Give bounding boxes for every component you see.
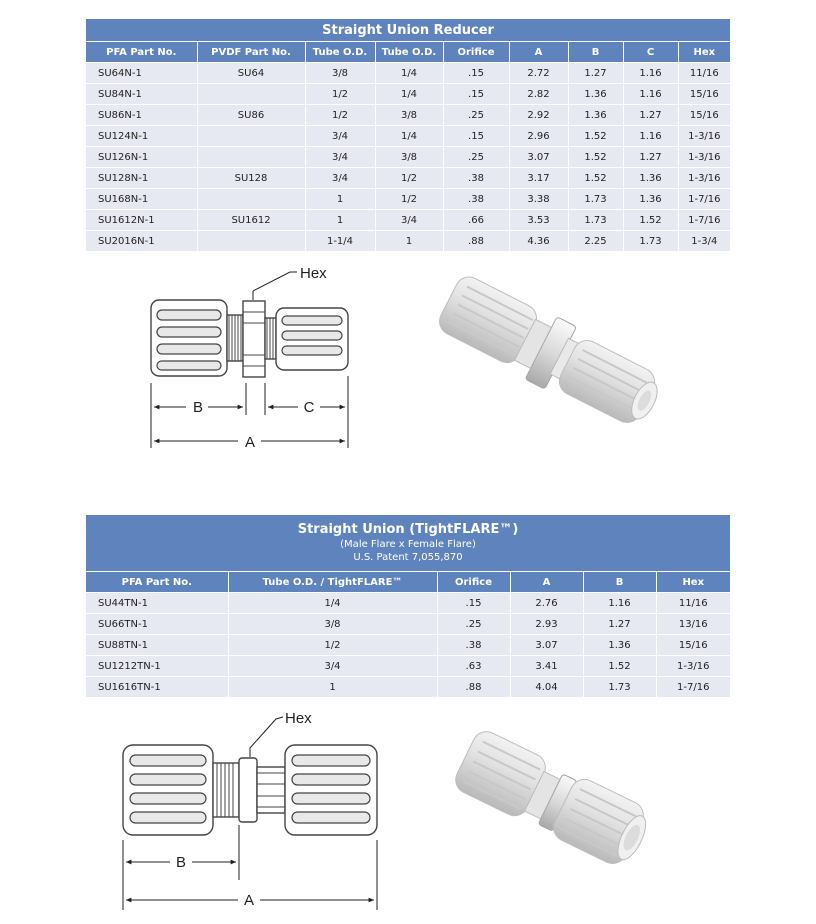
table-cell: 3.41 (510, 656, 583, 677)
table-cell: 1.27 (623, 147, 678, 168)
table-row (86, 168, 730, 189)
hex-label: Hex (300, 265, 327, 282)
table-cell: 1.36 (623, 168, 678, 189)
table-row (86, 231, 730, 252)
table-cell: .25 (443, 105, 509, 126)
table-cell: 13/16 (656, 614, 730, 635)
table-row (86, 210, 730, 231)
table-cell: 1 (228, 677, 437, 698)
union-reducer-drawing (140, 258, 360, 458)
table-cell: .25 (437, 614, 510, 635)
table-cell: 2.25 (568, 231, 623, 252)
tightflare-union-photo (450, 735, 650, 865)
table-cell: .88 (443, 231, 509, 252)
table-cell: 1.73 (583, 677, 656, 698)
column-header: Hex (678, 42, 730, 63)
table-cell: 3.38 (509, 189, 568, 210)
table-cell: SU1612 (197, 210, 305, 231)
table-cell: 1.16 (583, 593, 656, 614)
table-cell: .15 (443, 84, 509, 105)
table-cell: 1.16 (623, 126, 678, 147)
table-cell: SU64 (197, 63, 305, 84)
table-cell: 1.73 (623, 231, 678, 252)
table-cell: 3.07 (509, 147, 568, 168)
table-cell: 1.27 (623, 105, 678, 126)
table-cell: SU86 (197, 105, 305, 126)
table-cell: 1.52 (568, 126, 623, 147)
column-header: A (510, 572, 583, 593)
table-cell: 1 (375, 231, 443, 252)
table-cell: 1.52 (623, 210, 678, 231)
table-cell: 1.27 (568, 63, 623, 84)
table-cell: .38 (437, 635, 510, 656)
table-cell: 3/4 (375, 210, 443, 231)
table-cell: SU88TN-1 (86, 635, 228, 656)
column-header: Tube O.D. / TightFLARE™ (228, 572, 437, 593)
table-row (86, 635, 730, 656)
table-cell: 1/4 (228, 593, 437, 614)
table-cell: 3/8 (228, 614, 437, 635)
table-cell: 3/8 (305, 63, 375, 84)
table-cell: 1 (305, 189, 375, 210)
table-cell: 15/16 (656, 635, 730, 656)
table-cell: SU128N-1 (86, 168, 197, 189)
table-row (86, 126, 730, 147)
table-cell: SU64N-1 (86, 63, 197, 84)
table-cell: 1.73 (568, 210, 623, 231)
column-header: Orifice (437, 572, 510, 593)
table-cell: 2.93 (510, 614, 583, 635)
tightflare-title: Straight Union (TightFLARE™) (297, 522, 519, 537)
table-cell: 1/4 (375, 126, 443, 147)
column-header: B (568, 42, 623, 63)
table-cell: 1/2 (305, 105, 375, 126)
tightflare-subtitle: (Male Flare x Female Flare) (340, 539, 476, 550)
table-cell: 15/16 (678, 84, 730, 105)
table-cell: SU1212TN-1 (86, 656, 228, 677)
table-row (86, 84, 730, 105)
table-cell: 1-3/16 (678, 168, 730, 189)
tightflare-union-drawing (118, 705, 388, 915)
table-cell: 1.36 (623, 189, 678, 210)
table-cell: 1-3/16 (678, 126, 730, 147)
dim-b-label: B (175, 854, 187, 871)
table-cell: 1.52 (568, 168, 623, 189)
table-cell: 1 (305, 210, 375, 231)
table-cell: 1-1/4 (305, 231, 375, 252)
table-cell: .25 (443, 147, 509, 168)
column-header: Orifice (443, 42, 509, 63)
table-cell (197, 147, 305, 168)
table-cell: 3/4 (305, 168, 375, 189)
table-cell: SU128 (197, 168, 305, 189)
table-cell: 3/4 (305, 126, 375, 147)
tightflare-title-block (86, 515, 730, 572)
table-cell: 11/16 (656, 593, 730, 614)
table-cell: 2.76 (510, 593, 583, 614)
table-cell: 2.92 (509, 105, 568, 126)
table-cell: SU86N-1 (86, 105, 197, 126)
table-cell (197, 84, 305, 105)
table-cell: 15/16 (678, 105, 730, 126)
hex-label: Hex (285, 710, 312, 727)
table-cell: 1/2 (375, 189, 443, 210)
table-cell: 1-7/16 (678, 210, 730, 231)
table-cell: 1.52 (568, 147, 623, 168)
table-cell: .38 (443, 168, 509, 189)
reducer-table (86, 19, 730, 251)
table-cell: 1.16 (623, 84, 678, 105)
tightflare-patent: U.S. Patent 7,055,870 (353, 552, 463, 563)
column-header: PFA Part No. (86, 572, 228, 593)
table-row (86, 147, 730, 168)
table-row (86, 677, 730, 698)
table-cell: 4.36 (509, 231, 568, 252)
table-cell: 1.36 (568, 84, 623, 105)
dim-c-label: C (303, 399, 315, 416)
table-cell: SU168N-1 (86, 189, 197, 210)
table-cell: .66 (443, 210, 509, 231)
table-cell: .15 (443, 63, 509, 84)
table-cell: SU66TN-1 (86, 614, 228, 635)
table-row (86, 593, 730, 614)
table-row (86, 614, 730, 635)
table-cell: 1/4 (375, 63, 443, 84)
table-cell (197, 189, 305, 210)
table-cell: 1-7/16 (678, 189, 730, 210)
table-cell: SU2016N-1 (86, 231, 197, 252)
table-cell: 1-3/16 (656, 656, 730, 677)
table-cell (197, 126, 305, 147)
column-header: C (623, 42, 678, 63)
table-row (86, 189, 730, 210)
table-cell: 3/4 (305, 147, 375, 168)
tightflare-table (86, 515, 730, 697)
table-cell: 3/8 (375, 105, 443, 126)
table-cell: 1/2 (375, 168, 443, 189)
column-header: PVDF Part No. (197, 42, 305, 63)
table-cell: .15 (437, 593, 510, 614)
table-cell: 3.07 (510, 635, 583, 656)
table-cell: SU44TN-1 (86, 593, 228, 614)
table-cell: .38 (443, 189, 509, 210)
table-cell: 1.52 (583, 656, 656, 677)
table-cell: 1/2 (305, 84, 375, 105)
table-cell: 2.72 (509, 63, 568, 84)
table-cell: 1.36 (583, 635, 656, 656)
table-cell: 2.96 (509, 126, 568, 147)
table-cell: 3.17 (509, 168, 568, 189)
table-cell: 11/16 (678, 63, 730, 84)
table-row (86, 63, 730, 84)
dim-a-label: A (244, 434, 256, 451)
dim-b-label: B (192, 399, 204, 416)
table-cell: SU1616TN-1 (86, 677, 228, 698)
table-cell: 1.73 (568, 189, 623, 210)
table-cell: 1-7/16 (656, 677, 730, 698)
reducer-title: Straight Union Reducer (86, 19, 730, 42)
table-cell: 1.27 (583, 614, 656, 635)
table-cell: SU124N-1 (86, 126, 197, 147)
table-cell: 3/8 (375, 147, 443, 168)
table-cell (197, 231, 305, 252)
dim-a-label: A (243, 892, 255, 909)
table-cell: 1/4 (375, 84, 443, 105)
column-header: Hex (656, 572, 730, 593)
table-cell: SU1612N-1 (86, 210, 197, 231)
column-header: B (583, 572, 656, 593)
column-header: Tube O.D. (305, 42, 375, 63)
table-cell: 1-3/4 (678, 231, 730, 252)
table-cell: 1.36 (568, 105, 623, 126)
table-cell: SU126N-1 (86, 147, 197, 168)
table-cell: 3.53 (509, 210, 568, 231)
table-cell: .63 (437, 656, 510, 677)
table-row (86, 105, 730, 126)
table-cell: 2.82 (509, 84, 568, 105)
table-cell: .15 (443, 126, 509, 147)
column-header: Tube O.D. (375, 42, 443, 63)
table-row (86, 656, 730, 677)
table-cell: .88 (437, 677, 510, 698)
table-cell: SU84N-1 (86, 84, 197, 105)
table-cell: 1-3/16 (678, 147, 730, 168)
table-cell: 3/4 (228, 656, 437, 677)
table-cell: 4.04 (510, 677, 583, 698)
table-cell: 1.16 (623, 63, 678, 84)
union-reducer-photo (440, 283, 660, 413)
column-header: A (509, 42, 568, 63)
column-header: PFA Part No. (86, 42, 197, 63)
table-cell: 1/2 (228, 635, 437, 656)
